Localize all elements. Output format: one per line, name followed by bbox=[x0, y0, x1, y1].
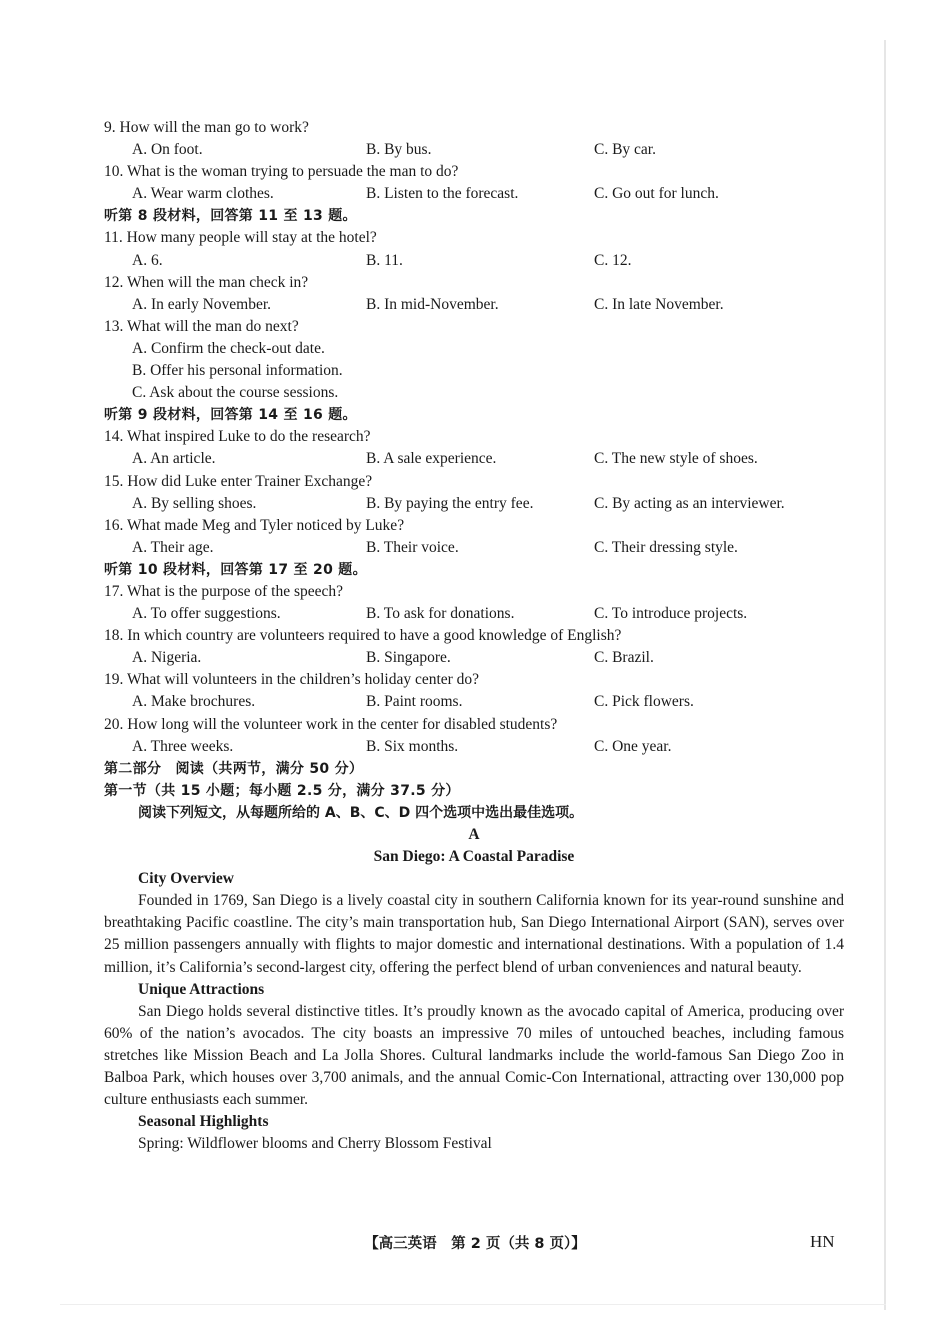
option-a: A. Wear warm clothes. bbox=[132, 185, 274, 203]
footer-code: HN bbox=[810, 1232, 835, 1251]
section-1-title: 第一节（共 15 小题；每小题 2.5 分，满分 37.5 分） bbox=[104, 782, 460, 799]
options-14 bbox=[104, 448, 844, 470]
section-9-instruction: 听第 9 段材料，回答第 14 至 16 题。 bbox=[104, 407, 357, 424]
option-b: B. Six months. bbox=[366, 737, 459, 755]
options-18 bbox=[104, 647, 844, 669]
question-18: 18. In which country are volunteers required to have a good knowledge of English? bbox=[104, 627, 622, 645]
option-c: C. Their dressing style. bbox=[594, 538, 738, 556]
option-c: C. To introduce projects. bbox=[594, 605, 748, 623]
option-a: A. In early November. bbox=[132, 295, 272, 313]
question-10: 10. What is the woman trying to persuade the man to do? bbox=[104, 163, 459, 181]
options-9 bbox=[104, 139, 844, 161]
options-15 bbox=[104, 493, 844, 515]
section-10-instruction: 听第 10 段材料，回答第 17 至 20 题。 bbox=[104, 561, 367, 578]
option-a: A. Nigeria. bbox=[132, 649, 202, 667]
option-b: B. 11. bbox=[366, 251, 403, 269]
heading-seasonal-highlights: Seasonal Highlights bbox=[138, 1113, 269, 1131]
question-20: 20. How long will the volunteer work in the center for disabled students? bbox=[104, 715, 558, 733]
passage-title: San Diego: A Coastal Paradise bbox=[373, 848, 575, 866]
option-c: C. Ask about the course sessions. bbox=[132, 384, 339, 402]
page-content bbox=[104, 117, 844, 1155]
spring-highlight: Spring: Wildflower blooms and Cherry Blossom Festival bbox=[138, 1135, 492, 1153]
option-b: B. By bus. bbox=[366, 141, 432, 159]
question-9: 9. How will the man go to work? bbox=[104, 119, 309, 136]
option-b: B. A sale experience. bbox=[366, 450, 497, 468]
question-16: 16. What made Meg and Tyler noticed by Luke? bbox=[104, 516, 405, 534]
option-b: B. Their voice. bbox=[366, 538, 459, 556]
option-b: B. Singapore. bbox=[366, 649, 451, 667]
option-b: B. By paying the entry fee. bbox=[366, 494, 534, 512]
options-12 bbox=[104, 294, 844, 316]
option-a: A. Three weeks. bbox=[132, 737, 234, 755]
question-14: 14. What inspired Luke to do the research? bbox=[104, 428, 371, 446]
question-11: 11. How many people will stay at the hotel? bbox=[104, 229, 377, 247]
option-b: B. To ask for donations. bbox=[366, 605, 515, 623]
option-b: B. Listen to the forecast. bbox=[366, 185, 519, 203]
passage-letter: A bbox=[468, 826, 480, 843]
option-c: C. In late November. bbox=[594, 295, 724, 313]
part-2-title: 第二部分 阅读（共两节，满分 50 分） bbox=[104, 760, 364, 777]
option-c: C. By car. bbox=[594, 141, 656, 159]
question-15: 15. How did Luke enter Trainer Exchange? bbox=[104, 472, 373, 490]
option-a: A. An article. bbox=[132, 450, 216, 468]
option-c: C. 12. bbox=[594, 251, 632, 269]
options-19 bbox=[104, 691, 844, 713]
option-b: B. In mid-November. bbox=[366, 295, 499, 313]
section-8-instruction: 听第 8 段材料，回答第 11 至 13 题。 bbox=[104, 208, 357, 225]
option-c: C. Pick flowers. bbox=[594, 693, 694, 711]
paragraph-unique-attractions: San Diego holds several distinctive titles. It’s proudly known as the avocado capital of America, producing over 60% of the nation’s avocados. The city boasts an impressive 70 miles of untouched beaches, including famous stretches like Mission Beach and La Jolla Shores. Cultural landmarks include the world-famous San Diego Zoo in Balboa Park, which houses over 3,700 animals, and the annual Comic-Con International, attracting over 130,000 pop culture enthusiasts each summer. bbox=[104, 1002, 844, 1109]
option-b: B. Offer his personal information. bbox=[132, 362, 343, 380]
option-a: A. Confirm the check-out date. bbox=[132, 339, 325, 357]
option-a: A. To offer suggestions. bbox=[132, 605, 281, 623]
option-c: C. One year. bbox=[594, 737, 672, 755]
option-c: C. The new style of shoes. bbox=[594, 450, 758, 468]
option-c: C. Brazil. bbox=[594, 649, 654, 667]
option-b: B. Paint rooms. bbox=[366, 693, 463, 711]
option-c: C. By acting as an interviewer. bbox=[594, 494, 785, 512]
options-11 bbox=[104, 250, 844, 272]
page-edge-right bbox=[884, 40, 886, 1310]
options-20 bbox=[104, 736, 844, 758]
option-a: A. By selling shoes. bbox=[132, 494, 257, 512]
options-10 bbox=[104, 183, 844, 205]
heading-unique-attractions: Unique Attractions bbox=[138, 980, 265, 998]
heading-city-overview: City Overview bbox=[138, 870, 234, 888]
question-19: 19. What will volunteers in the children’s holiday center do? bbox=[104, 671, 480, 689]
option-a: A. On foot. bbox=[132, 141, 203, 159]
option-a: A. Their age. bbox=[132, 538, 214, 556]
options-17 bbox=[104, 603, 844, 625]
reading-instructions: 阅读下列短文，从每题所给的 A、B、C、D 四个选项中选出最佳选项。 bbox=[138, 804, 584, 821]
paragraph-city-overview: Founded in 1769, San Diego is a lively coastal city in southern California known for its year-round sunshine and breathtaking Pacific coastline. The city’s main transportation hub, San Diego International Airport (SAN), serves over 25 million passengers annually with flights to major domestic and international destinations. With a population of 1.4 million, it’s California’s second-largest city, offering the perfect blend of urban conveniences and natural beauty. bbox=[104, 892, 844, 976]
option-c: C. Go out for lunch. bbox=[594, 185, 719, 203]
options-16 bbox=[104, 537, 844, 559]
footer-page-label: 【高三英语 第 2 页（共 8 页）】 bbox=[364, 1236, 586, 1252]
option-a: A. Make brochures. bbox=[132, 693, 256, 711]
question-12: 12. When will the man check in? bbox=[104, 273, 309, 291]
page-edge-bottom bbox=[60, 1304, 886, 1305]
page-footer bbox=[0, 1232, 950, 1256]
option-a: A. 6. bbox=[132, 251, 163, 269]
question-13: 13. What will the man do next? bbox=[104, 317, 299, 335]
question-17: 17. What is the purpose of the speech? bbox=[104, 582, 344, 600]
